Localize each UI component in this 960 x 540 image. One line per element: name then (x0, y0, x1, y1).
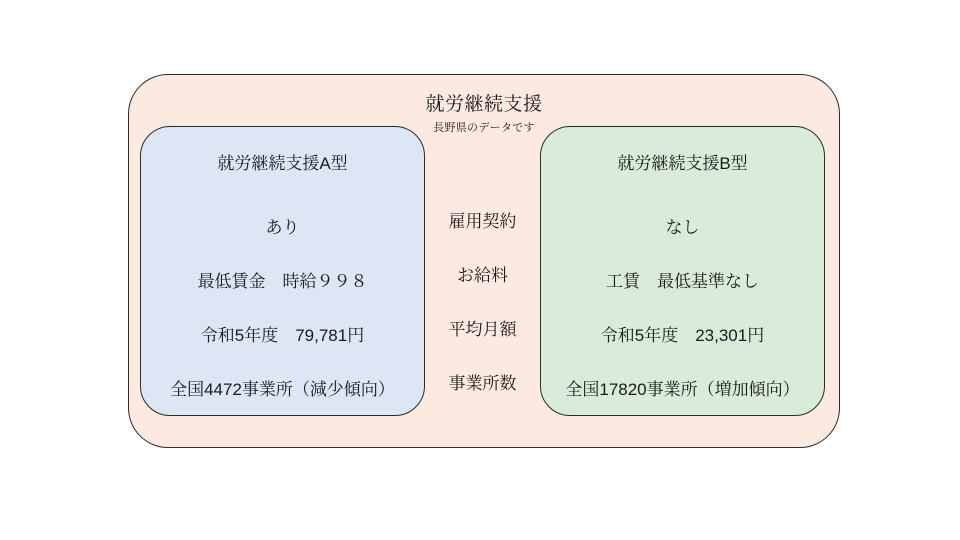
panel-a-value-employment-contract: あり (265, 218, 300, 237)
panel-a-value-monthly-average: 令和5年度 79,781円 (200, 326, 365, 345)
panel-b-title: 就労継続支援B型 (617, 154, 748, 173)
panel-a-title: 就労継続支援A型 (217, 154, 348, 173)
panel-a-value-salary: 最低賃金 時給９９８ (197, 272, 368, 291)
row-label-employment-contract: 雇用契約 (448, 212, 517, 231)
diagram-title: 就労継続支援 (425, 94, 543, 115)
panel-b-value-office-count: 全国17820事業所（増加傾向） (565, 380, 800, 399)
panel-support-type-b (540, 126, 825, 416)
panel-b-value-monthly-average: 令和5年度 23,301円 (600, 326, 765, 345)
row-label-office-count: 事業所数 (448, 374, 517, 393)
panel-b-value-salary: 工賃 最低基準なし (606, 272, 759, 291)
panel-support-type-a (140, 126, 425, 416)
panel-a-value-office-count: 全国4472事業所（減少傾向） (170, 380, 395, 399)
diagram-subtitle: 長野県のデータです (433, 122, 535, 134)
row-label-salary: お給料 (457, 266, 508, 285)
row-label-monthly-average: 平均月額 (448, 320, 517, 339)
panel-b-value-employment-contract: なし (665, 218, 700, 237)
